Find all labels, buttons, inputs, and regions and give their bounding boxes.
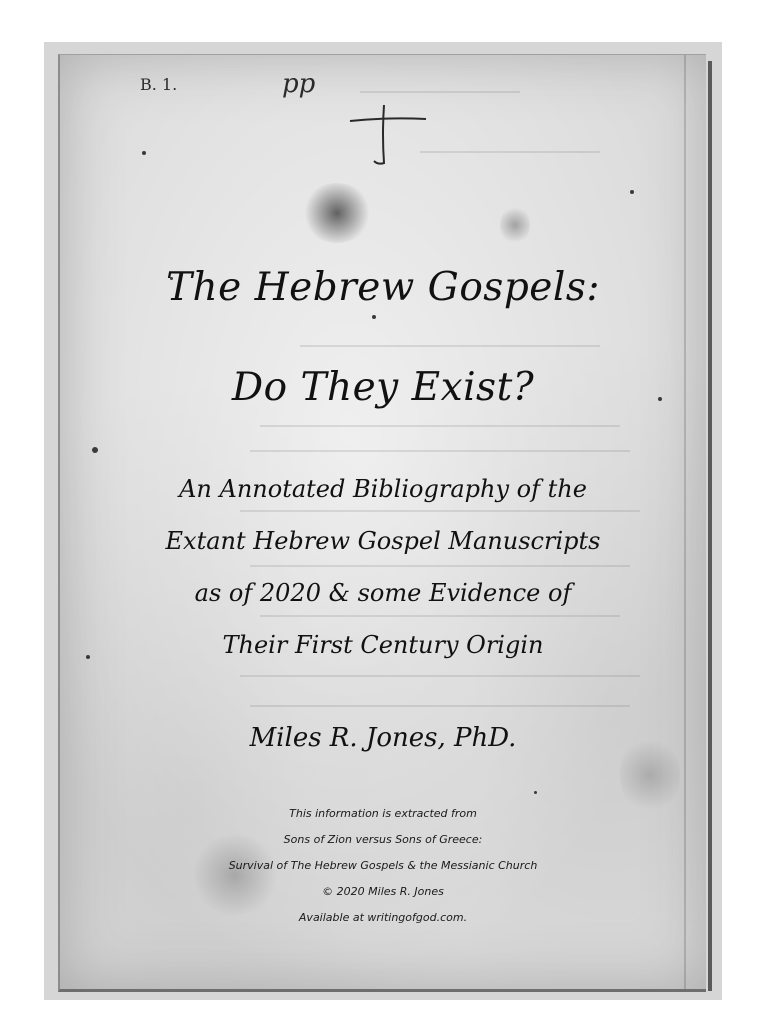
ink-blot [302,183,372,243]
info-line-3: Survival of The Hebrew Gospels & the Messianic Church [228,859,538,872]
info-line-1: This information is extracted from [289,807,477,820]
page-edge [708,61,712,991]
cross-icon [348,105,428,165]
handwritten-mark: pp [282,69,316,99]
info-line-4: © 2020 Miles R. Jones [322,885,444,898]
speck [142,151,146,155]
author-name: Miles R. Jones, PhD. [249,723,517,753]
info-line-5: Available at writingofgod.com. [298,911,468,924]
manuscript-page [58,54,706,992]
speck [630,190,634,194]
cover-frame [44,42,722,1000]
ghost-line [360,91,520,93]
ink-blot [500,205,530,245]
ghost-line [250,705,630,707]
subtitle-line-2: Extant Hebrew Gospel Manuscripts [165,527,601,555]
ghost-line [240,510,640,512]
ghost-line [260,615,620,617]
ghost-line [420,151,600,153]
ink-blot [190,835,280,915]
ghost-line [300,345,600,347]
speck [534,791,537,794]
ghost-line [260,425,620,427]
title-line-2: Do They Exist? [231,365,535,410]
ghost-line [240,675,640,677]
page-fold [684,55,686,989]
corner-label: B. 1. [140,75,178,94]
ghost-line [250,565,630,567]
speck [92,447,98,453]
subtitle-line-4: Their First Century Origin [222,631,544,659]
ghost-line [250,450,630,452]
title-line-1: The Hebrew Gospels: [166,265,600,310]
subtitle-line-3: as of 2020 & some Evidence of [194,579,572,607]
subtitle-line-1: An Annotated Bibliography of the [179,475,587,503]
info-line-2: Sons of Zion versus Sons of Greece: [283,833,483,846]
speck [372,315,376,319]
